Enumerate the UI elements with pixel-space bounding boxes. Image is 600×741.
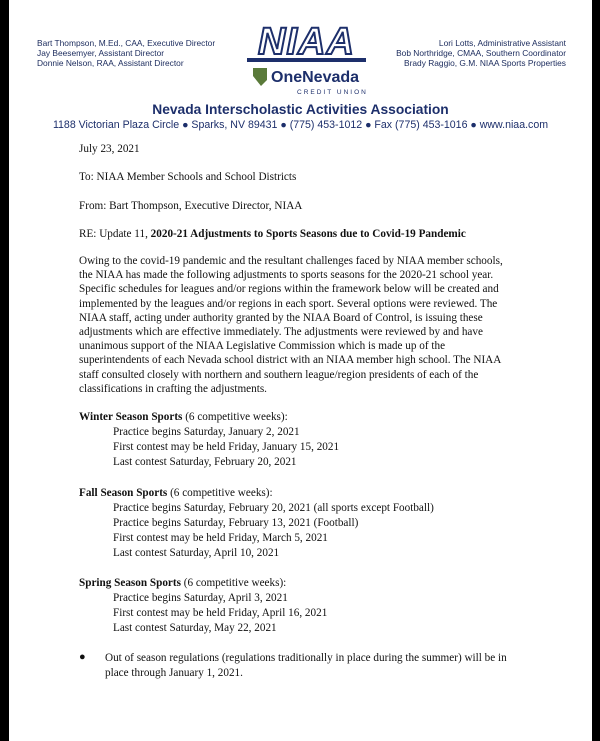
- body-line: Specific schedules for leagues and/or regions within the framework below will be created and: [79, 283, 499, 296]
- body-line: adjustments which are effective immediately. The adjustments were reviewed by and have: [79, 326, 483, 339]
- nevada-state-icon: [253, 68, 267, 86]
- re-prefix: RE: Update 11,: [79, 228, 151, 240]
- body-line: Owing to the covid-19 pandemic and the resultant challenges faced by NIAA member schools,: [79, 255, 503, 267]
- letter-page: [9, 0, 592, 741]
- logo-wordmark: NIAA: [258, 21, 355, 63]
- bullet-icon: ●: [79, 651, 86, 663]
- season-item: Practice begins Saturday, April 3, 2021: [113, 592, 288, 604]
- sponsor-sub: CREDIT UNION: [297, 89, 368, 96]
- season-weeks: (6 competitive weeks):: [180, 577, 287, 589]
- season-item: First contest may be held Friday, April 16, 2021: [113, 607, 328, 619]
- niaa-logo: [239, 14, 374, 104]
- season-item: Practice begins Saturday, February 13, 2021 (Football): [113, 517, 359, 529]
- season-item: Last contest Saturday, May 22, 2021: [113, 622, 277, 634]
- body-line: the NIAA has made the following adjustments to sports seasons for the 2020-21 school year.: [79, 269, 494, 282]
- season-item: Practice begins Saturday, February 20, 2021 (all sports except Football): [113, 502, 434, 514]
- season-weeks: (6 competitive weeks):: [182, 411, 288, 423]
- org-address: 1188 Victorian Plaza Circle ● Sparks, NV 89431 ● (775) 453-1012 ● Fax (775) 453-1016 ● www.niaa.com: [52, 119, 549, 131]
- staff-line: Lori Lotts, Administrative Assistant: [438, 38, 566, 48]
- body-line: implemented by the leagues and/or regions in each sport. Several options were reviewed. The: [79, 297, 498, 310]
- staff-line: Jay Beesemyer, Assistant Director: [37, 48, 165, 59]
- season-item: Practice begins Saturday, January 2, 2021: [113, 426, 300, 438]
- staff-line: Donnie Nelson, RAA, Assistant Director: [37, 58, 184, 69]
- bullet-line: Out of season regulations (regulations traditionally in place during the summer) will be in: [105, 652, 507, 664]
- season-weeks: (6 competitive weeks):: [167, 487, 273, 499]
- season-title: Fall Season Sports: [79, 487, 168, 499]
- staff-list-right: [396, 38, 566, 69]
- season-heading-spring: [79, 576, 286, 590]
- season-title: Winter Season Sports: [79, 411, 183, 423]
- season-heading-fall: [79, 486, 273, 500]
- staff-line: Brady Raggio, G.M. NIAA Sports Properties: [404, 58, 566, 69]
- staff-line: Bart Thompson, M.Ed., CAA, Executive Director: [37, 38, 216, 48]
- letter-re: [79, 227, 466, 241]
- season-item: Last contest Saturday, February 20, 2021: [113, 456, 297, 468]
- letter-to: To: NIAA Member Schools and School Districts: [79, 171, 297, 183]
- body-line: superintendents of each Nevada school district with an NIAA member high school. The NIAA: [79, 354, 502, 367]
- season-item: First contest may be held Friday, March 5, 2021: [113, 532, 328, 544]
- body-line: unanimous support of the NIAA Legislative Commission which is made up of the: [79, 340, 446, 353]
- letter-date: July 23, 2021: [79, 143, 140, 155]
- season-item: First contest may be held Friday, January 15, 2021: [113, 441, 340, 453]
- body-line: NIAA staff, acting under authority granted by the NIAA Board of Control, is issuing these: [79, 311, 483, 324]
- body-line: classifications in crafting the adjustments.: [79, 382, 267, 395]
- staff-list-left: [37, 38, 215, 69]
- body-line: staff consulted closely with northern and southern league/region presidents of each of the: [79, 368, 479, 381]
- org-name: Nevada Interscholastic Activities Association: [152, 102, 449, 117]
- body-paragraph: [79, 254, 524, 396]
- sponsor-name: OneNevada: [271, 69, 360, 86]
- season-title: Spring Season Sports: [79, 577, 181, 589]
- staff-line: Bob Northridge, CMAA, Southern Coordinator: [396, 48, 566, 59]
- letter-from: From: Bart Thompson, Executive Director, NIAA: [79, 200, 303, 212]
- bullet-line: place through January 1, 2021.: [105, 667, 243, 679]
- season-heading-winter: [79, 410, 288, 424]
- re-subject: 2020-21 Adjustments to Sports Seasons due to Covid-19 Pandemic: [150, 228, 466, 240]
- season-item: Last contest Saturday, April 10, 2021: [113, 547, 280, 559]
